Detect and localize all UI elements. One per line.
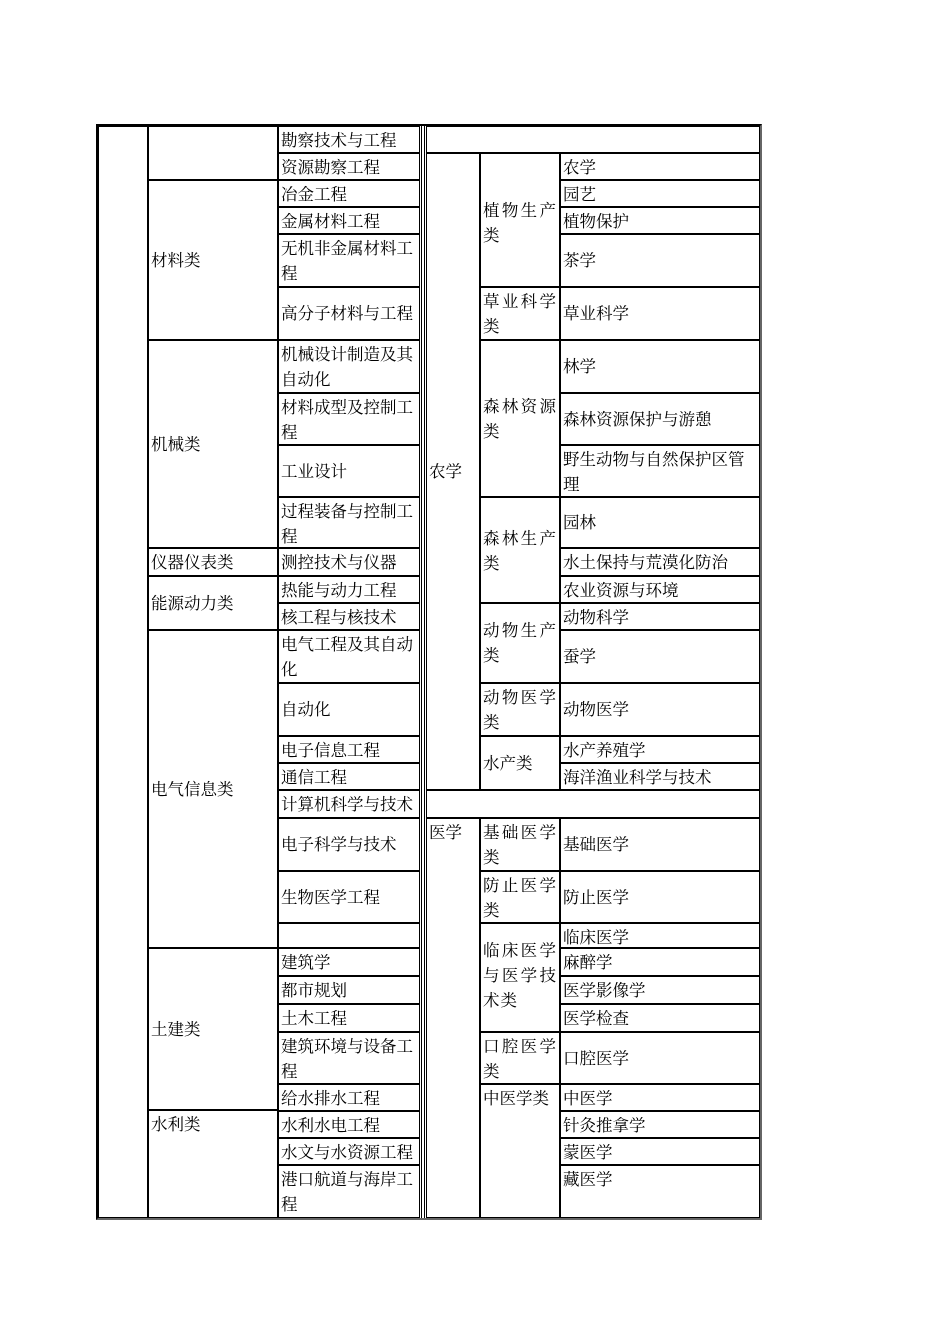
- class-cell: 森林资源类: [480, 340, 560, 497]
- class-cell: 动物生产类: [480, 603, 560, 683]
- major-cell: 园艺: [560, 180, 760, 207]
- major-cell: 麻醉学: [560, 948, 760, 976]
- major-cell: 水产养殖学: [560, 736, 760, 763]
- major-cell: 测控技术与仪器: [278, 548, 420, 576]
- major-cell: 水土保持与荒漠化防治: [560, 548, 760, 576]
- major-cell: 机械设计制造及其自动化: [278, 340, 420, 393]
- major-cell: 防止医学: [560, 871, 760, 923]
- major-cell: 电子信息工程: [278, 736, 420, 763]
- major-cell: 电子科学与技术: [278, 818, 420, 871]
- major-cell: 热能与动力工程: [278, 576, 420, 603]
- major-cell: 草业科学: [560, 287, 760, 340]
- major-cell: 临床医学: [560, 923, 760, 948]
- major-cell: 核工程与核技术: [278, 603, 420, 630]
- major-cell: 都市规划: [278, 976, 420, 1004]
- major-cell: 医学影像学: [560, 976, 760, 1004]
- major-cell: 无机非金属材料工程: [278, 234, 420, 287]
- major-cell: 自动化: [278, 683, 420, 736]
- major-cell: 蚕学: [560, 630, 760, 683]
- class-cell: 植物生产类: [480, 153, 560, 287]
- discipline-cell-medicine: 医学: [426, 818, 480, 1218]
- first-column-blank: [98, 126, 148, 1218]
- major-cell: 过程装备与控制工程: [278, 497, 420, 548]
- major-cell: 工业设计: [278, 445, 420, 497]
- major-cell: 植物保护: [560, 207, 760, 234]
- major-cell: 冶金工程: [278, 180, 420, 207]
- major-cell-blank: [278, 923, 420, 948]
- category-cell-energy: 能源动力类: [148, 576, 278, 630]
- major-cell: 水利水电工程: [278, 1111, 420, 1138]
- major-cell: 农业资源与环境: [560, 576, 760, 603]
- category-cell-blank: [148, 126, 278, 180]
- major-cell: 材料成型及控制工程: [278, 393, 420, 445]
- major-cell: 中医学: [560, 1084, 760, 1111]
- major-cell: 口腔医学: [560, 1032, 760, 1084]
- right-blank-row: [426, 790, 760, 818]
- major-cell: 林学: [560, 340, 760, 393]
- major-cell: 高分子材料与工程: [278, 287, 420, 340]
- major-cell: 海洋渔业科学与技术: [560, 763, 760, 790]
- major-cell: 藏医学: [560, 1165, 760, 1218]
- category-cell-water: 水利类: [148, 1110, 278, 1218]
- class-cell: 水产类: [480, 736, 560, 790]
- class-cell: 临床医学与医学技术类: [480, 923, 560, 1032]
- major-cell: 金属材料工程: [278, 207, 420, 234]
- major-cell: 动物科学: [560, 603, 760, 630]
- major-cell: 电气工程及其自动化: [278, 630, 420, 683]
- class-cell: 森林生产类: [480, 497, 560, 603]
- major-cell: 通信工程: [278, 763, 420, 790]
- major-cell: 农学: [560, 153, 760, 180]
- major-cell: 茶学: [560, 234, 760, 287]
- class-cell: 草业科学类: [480, 287, 560, 340]
- discipline-cell-agriculture: 农学: [426, 153, 480, 790]
- class-cell: 基础医学类: [480, 818, 560, 871]
- major-cell: 蒙医学: [560, 1138, 760, 1165]
- major-cell: 针灸推拿学: [560, 1111, 760, 1138]
- category-cell-materials: 材料类: [148, 180, 278, 340]
- right-header-blank-row: [426, 126, 760, 153]
- major-cell: 计算机科学与技术: [278, 790, 420, 818]
- category-cell-electrical: 电气信息类: [148, 630, 278, 948]
- major-cell: 勘察技术与工程: [278, 126, 420, 153]
- class-cell: 防止医学类: [480, 871, 560, 923]
- category-cell-instruments: 仪器仪表类: [148, 548, 278, 576]
- major-cell: 水文与水资源工程: [278, 1138, 420, 1165]
- major-cell: 森林资源保护与游憩: [560, 393, 760, 445]
- major-cell: 动物医学: [560, 683, 760, 736]
- major-cell: 给水排水工程: [278, 1084, 420, 1111]
- table-divider: [421, 126, 422, 1218]
- major-cell: 园林: [560, 497, 760, 548]
- major-cell: 建筑学: [278, 948, 420, 976]
- major-cell: 生物医学工程: [278, 871, 420, 923]
- category-cell-machinery: 机械类: [148, 340, 278, 548]
- category-cell-civil: 土建类: [148, 948, 278, 1110]
- class-cell: 动物医学类: [480, 683, 560, 736]
- major-cell: 医学检查: [560, 1004, 760, 1032]
- major-cell: 港口航道与海岸工程: [278, 1165, 420, 1218]
- major-cell: 资源勘察工程: [278, 153, 420, 180]
- major-cell: 土木工程: [278, 1004, 420, 1032]
- class-cell: 口腔医学类: [480, 1032, 560, 1084]
- major-cell: 建筑环境与设备工程: [278, 1032, 420, 1084]
- table-divider: [424, 126, 425, 1218]
- class-cell: 中医学类: [480, 1084, 560, 1218]
- major-cell: 野生动物与自然保护区管理: [560, 445, 760, 497]
- major-cell: 基础医学: [560, 818, 760, 871]
